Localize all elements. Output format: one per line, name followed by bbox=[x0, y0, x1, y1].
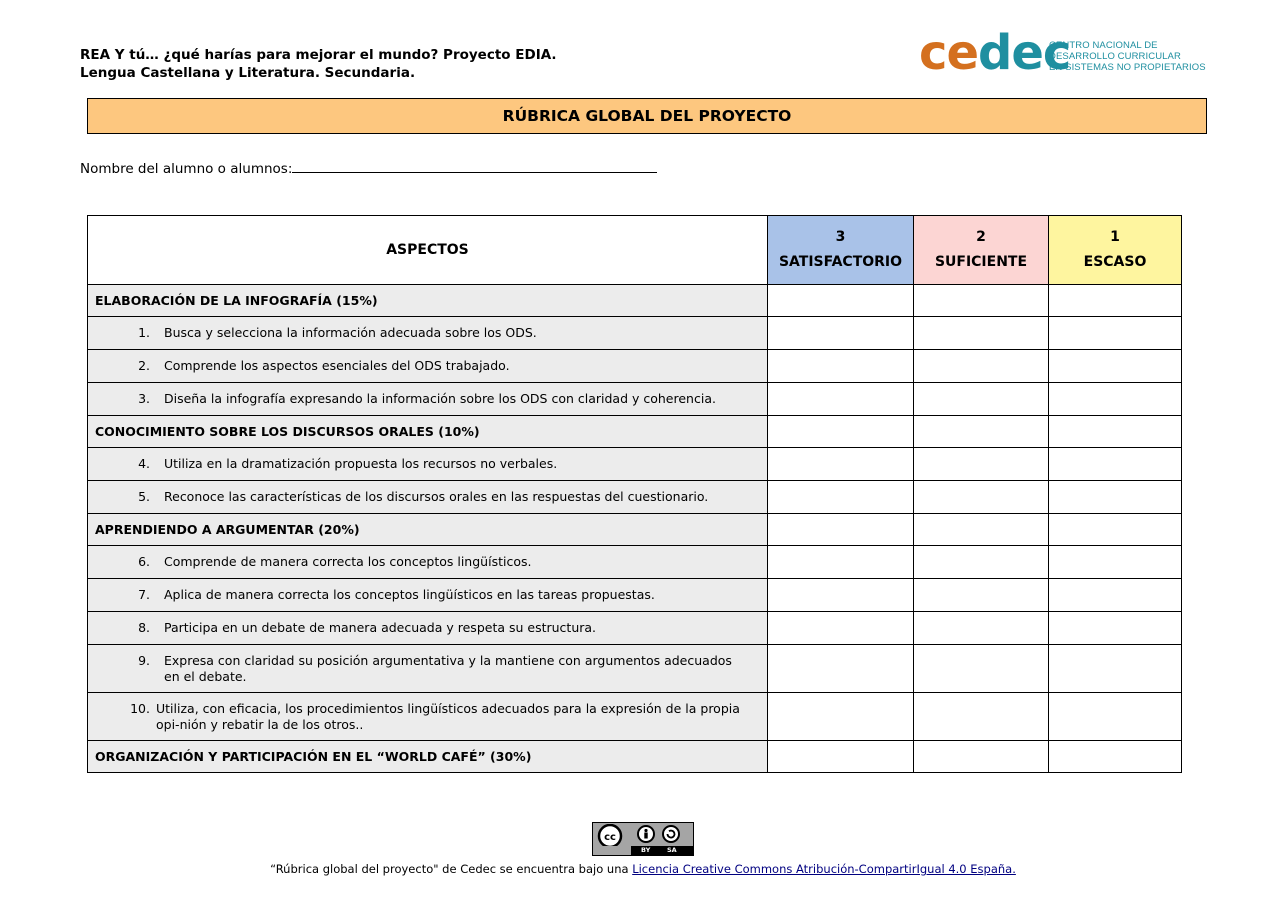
section-title: APRENDIENDO A ARGUMENTAR (20%) bbox=[88, 514, 768, 546]
score-cell[interactable] bbox=[1049, 645, 1182, 693]
table-row bbox=[88, 481, 1182, 514]
item-number: 5. bbox=[138, 489, 150, 504]
document-header bbox=[80, 46, 557, 82]
table-row bbox=[88, 546, 1182, 579]
item-text: Reconoce las características de los discursos orales en las respuestas del cuestionario. bbox=[164, 489, 709, 504]
item-text: Diseña la infografía expresando la información sobre los ODS con claridad y coherencia. bbox=[164, 391, 716, 406]
page-title: RÚBRICA GLOBAL DEL PROYECTO bbox=[87, 98, 1207, 134]
score-cell[interactable] bbox=[914, 350, 1049, 383]
score-cell[interactable] bbox=[914, 383, 1049, 416]
score-cell[interactable] bbox=[914, 741, 1049, 773]
item-text: Expresa con claridad su posición argumentativa y la mantiene con argumentos adecuados en el debate. bbox=[164, 652, 732, 684]
cc-icons bbox=[593, 824, 692, 846]
student-name-line bbox=[80, 158, 657, 177]
logo-tagline bbox=[1049, 40, 1209, 73]
section-row bbox=[88, 285, 1182, 317]
table-row bbox=[88, 612, 1182, 645]
table-row bbox=[88, 645, 1182, 693]
score-cell[interactable] bbox=[1049, 448, 1182, 481]
score-cell[interactable] bbox=[768, 741, 914, 773]
header-line-2: Lengua Castellana y Literatura. Secundaria. bbox=[80, 65, 416, 81]
item-number: 1. bbox=[138, 325, 150, 340]
section-title: ORGANIZACIÓN Y PARTICIPACIÓN EN EL “WORLD CAFÉ” (30%) bbox=[88, 741, 768, 773]
score-cell[interactable] bbox=[914, 285, 1049, 317]
score-cell[interactable] bbox=[914, 416, 1049, 448]
item-text: Aplica de manera correcta los conceptos lingüísticos en las tareas propuestas. bbox=[164, 587, 655, 602]
section-row bbox=[88, 416, 1182, 448]
item-text: Comprende de manera correcta los conceptos lingüísticos. bbox=[164, 554, 532, 569]
score-cell[interactable] bbox=[1049, 546, 1182, 579]
score-cell[interactable] bbox=[914, 579, 1049, 612]
item-number: 6. bbox=[138, 554, 150, 569]
student-name-blank bbox=[292, 158, 657, 173]
item-text: Comprende los aspectos esenciales del ODS trabajado. bbox=[164, 358, 510, 373]
score-cell[interactable] bbox=[768, 416, 914, 448]
item-number: 8. bbox=[138, 620, 150, 635]
section-row bbox=[88, 514, 1182, 546]
score-cell[interactable] bbox=[1049, 416, 1182, 448]
score-cell[interactable] bbox=[914, 546, 1049, 579]
table-row bbox=[88, 579, 1182, 612]
score-cell[interactable] bbox=[768, 645, 914, 693]
score-cell[interactable] bbox=[1049, 383, 1182, 416]
logo-tag-line-2: DESARROLLO CURRICULAR bbox=[1049, 51, 1181, 62]
score-cell[interactable] bbox=[1049, 579, 1182, 612]
logo-wordmark bbox=[919, 25, 1071, 81]
header-line-1: REA Y tú… ¿qué harías para mejorar el mundo? Proyecto EDIA. bbox=[80, 47, 557, 63]
score-cell[interactable] bbox=[914, 693, 1049, 741]
score-cell[interactable] bbox=[768, 350, 914, 383]
level-1-num: 1 bbox=[1110, 229, 1120, 245]
level-header-3 bbox=[768, 216, 914, 285]
item-text: Utiliza en la dramatización propuesta los recursos no verbales. bbox=[164, 456, 558, 471]
score-cell[interactable] bbox=[768, 383, 914, 416]
logo-tag-line-1: CENTRO NACIONAL DE bbox=[1049, 40, 1158, 51]
score-cell[interactable] bbox=[1049, 350, 1182, 383]
license-footer bbox=[0, 822, 1286, 876]
score-cell[interactable] bbox=[768, 693, 914, 741]
student-name-label: Nombre del alumno o alumnos: bbox=[80, 161, 293, 177]
score-cell[interactable] bbox=[768, 612, 914, 645]
score-cell[interactable] bbox=[1049, 481, 1182, 514]
score-cell[interactable] bbox=[768, 546, 914, 579]
score-cell[interactable] bbox=[914, 481, 1049, 514]
level-3-label: SATISFACTORIO bbox=[778, 254, 903, 270]
score-cell[interactable] bbox=[768, 514, 914, 546]
score-cell[interactable] bbox=[1049, 693, 1182, 741]
logo-tag-line-3: EN SISTEMAS NO PROPIETARIOS bbox=[1049, 62, 1206, 73]
score-cell[interactable] bbox=[1049, 514, 1182, 546]
score-cell[interactable] bbox=[1049, 317, 1182, 350]
level-2-label: SUFICIENTE bbox=[934, 254, 1028, 270]
score-cell[interactable] bbox=[1049, 612, 1182, 645]
table-row bbox=[88, 317, 1182, 350]
score-cell[interactable] bbox=[1049, 741, 1182, 773]
license-text bbox=[0, 862, 1286, 876]
score-cell[interactable] bbox=[914, 645, 1049, 693]
section-row bbox=[88, 741, 1182, 773]
svg-text:cc: cc bbox=[604, 832, 616, 843]
cc-by-label: BY bbox=[641, 846, 651, 854]
item-text: Busca y selecciona la información adecuada sobre los ODS. bbox=[164, 325, 537, 340]
score-cell[interactable] bbox=[914, 448, 1049, 481]
level-header-2 bbox=[914, 216, 1049, 285]
score-cell[interactable] bbox=[768, 317, 914, 350]
score-cell[interactable] bbox=[1049, 285, 1182, 317]
item-number: 4. bbox=[138, 456, 150, 471]
table-row bbox=[88, 350, 1182, 383]
cc-label-bar bbox=[631, 846, 693, 855]
score-cell[interactable] bbox=[768, 285, 914, 317]
rubric-table bbox=[87, 215, 1182, 773]
item-number: 7. bbox=[138, 587, 150, 602]
logo-word-part1: ce bbox=[919, 25, 979, 81]
logo-word-part2: dec bbox=[978, 25, 1071, 81]
level-3-num: 3 bbox=[835, 229, 846, 245]
score-cell[interactable] bbox=[768, 481, 914, 514]
table-row bbox=[88, 383, 1182, 416]
cc-by-sa-badge[interactable] bbox=[592, 822, 694, 856]
cc-sa-label: SA bbox=[667, 846, 677, 854]
table-row bbox=[88, 448, 1182, 481]
section-title: ELABORACIÓN DE LA INFOGRAFÍA (15%) bbox=[88, 285, 768, 317]
item-number: 10. bbox=[130, 700, 150, 716]
score-cell[interactable] bbox=[914, 612, 1049, 645]
item-number: 3. bbox=[138, 391, 150, 406]
aspects-header: ASPECTOS bbox=[88, 216, 768, 285]
score-cell[interactable] bbox=[914, 514, 1049, 546]
table-row bbox=[88, 693, 1182, 741]
item-number: 9. bbox=[138, 652, 150, 668]
section-title: CONOCIMIENTO SOBRE LOS DISCURSOS ORALES (10%) bbox=[88, 416, 768, 448]
score-cell[interactable] bbox=[768, 448, 914, 481]
item-text: Utiliza, con eficacia, los procedimientos lingüísticos adecuados para la expresión de la propia opi-nión y rebatir la de los otros.. bbox=[156, 700, 740, 732]
item-number: 2. bbox=[138, 358, 150, 373]
score-cell[interactable] bbox=[768, 579, 914, 612]
level-2-num: 2 bbox=[976, 229, 986, 245]
license-text-before: “Rúbrica global del proyecto" de Cedec se encuentra bajo una bbox=[270, 862, 633, 876]
level-1-label: ESCASO bbox=[1083, 254, 1147, 270]
score-cell[interactable] bbox=[914, 317, 1049, 350]
item-text: Participa en un debate de manera adecuada y respeta su estructura. bbox=[164, 620, 597, 635]
level-header-1 bbox=[1049, 216, 1182, 285]
license-link[interactable]: Licencia Creative Commons Atribución-CompartirIgual 4.0 España. bbox=[632, 862, 1016, 876]
